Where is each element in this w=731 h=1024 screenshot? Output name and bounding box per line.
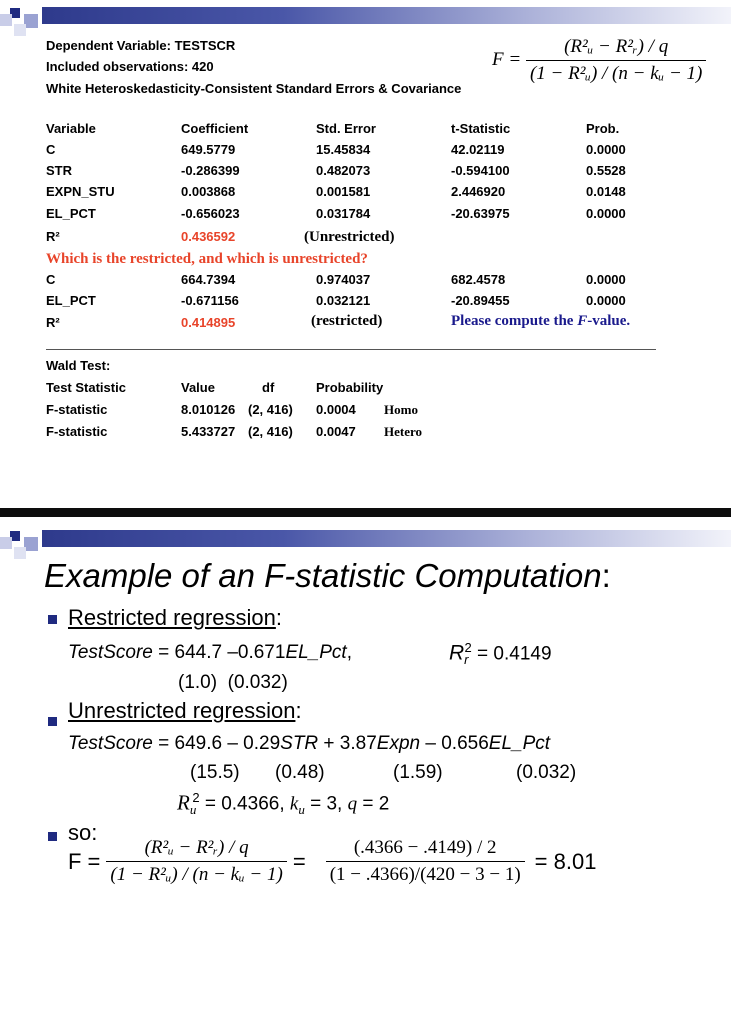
- slide-title: [44, 557, 611, 595]
- r2-symbol: R: [177, 790, 190, 815]
- eq-part: + 3.87: [318, 733, 377, 754]
- cell-coefficient: -0.671156: [181, 293, 239, 308]
- formula-denominator: (1 − R²ᵤ) / (n − kᵤ − 1): [526, 60, 706, 85]
- r2-sub: r: [464, 652, 469, 668]
- so-label: so:: [68, 820, 98, 845]
- compute-prompt: [451, 313, 630, 330]
- cell-variable: EL_PCT: [46, 293, 96, 308]
- restricted-note: (restricted): [311, 313, 383, 329]
- r2-restricted-value: 0.414895: [181, 315, 236, 330]
- bullet-unrestricted: [48, 717, 57, 726]
- wald-prob: 0.0047: [316, 424, 356, 439]
- compute-prompt-pre: Please compute the: [451, 313, 578, 329]
- eq-expn: Expn: [376, 733, 421, 754]
- cell-std-error: 0.974037: [316, 272, 371, 287]
- r2-sup: 2: [464, 640, 472, 655]
- eq-part: = 644.7 –0.671: [152, 642, 286, 663]
- cell-coefficient: -0.286399: [181, 163, 240, 178]
- wald-col-value: Value: [181, 380, 215, 395]
- equals-sign: =: [292, 848, 306, 874]
- eq-el-pct: EL_Pct: [488, 733, 551, 754]
- r2-label: R²: [46, 315, 60, 330]
- numeric-denominator: (1 − .4366)/(420 − 3 − 1): [326, 861, 525, 886]
- r2-sup: 2: [192, 790, 200, 805]
- bullet-restricted: [48, 615, 57, 624]
- divider: [46, 349, 656, 350]
- corner-square-light2: [14, 24, 26, 36]
- corner-square-light: [0, 537, 12, 549]
- cell-std-error: 15.45834: [316, 142, 371, 157]
- cell-prob: 0.0000: [586, 206, 626, 221]
- slide-2: [0, 517, 731, 1024]
- wald-df: (2, 416): [248, 402, 293, 417]
- wald-value: 8.010126: [181, 402, 236, 417]
- wald-note: Homo: [384, 402, 418, 417]
- slide-title-colon: :: [601, 557, 611, 594]
- wald-col-test-statistic: Test Statistic: [46, 380, 126, 395]
- col-header-variable: Variable: [46, 121, 96, 136]
- corner-square-mid: [24, 537, 38, 551]
- cell-std-error: 0.482073: [316, 163, 371, 178]
- numeric-numerator: (.4366 − .4149) / 2: [353, 837, 497, 858]
- cell-coefficient: 664.7394: [181, 272, 236, 287]
- se-1: (15.5): [190, 762, 240, 783]
- cell-t-statistic: 682.4578: [451, 272, 506, 287]
- cell-variable: C: [46, 142, 56, 157]
- unrestricted-heading: [68, 698, 302, 724]
- restricted-std-errors: (1.0) (0.032): [178, 672, 288, 693]
- col-header-std-error: Std. Error: [316, 121, 376, 136]
- cell-std-error: 0.032121: [316, 293, 371, 308]
- r2-value: = 0.4366,: [199, 793, 290, 815]
- eq-testscore: TestScore: [68, 733, 153, 754]
- cell-variable: EXPN_STU: [46, 184, 115, 199]
- numeric-fraction: [326, 837, 525, 886]
- cell-t-statistic: -0.594100: [451, 163, 510, 178]
- eq-str: STR: [280, 733, 319, 754]
- f-formula: [492, 36, 706, 85]
- cell-t-statistic: 2.446920: [451, 184, 506, 199]
- col-header-t-statistic: t-Statistic: [451, 121, 511, 136]
- compute-prompt-post: -value.: [587, 313, 631, 329]
- general-denominator: (1 − R²ᵤ) / (n − kᵤ − 1): [106, 861, 286, 886]
- restricted-question: Which is the restricted, and which is unrestricted?: [46, 251, 368, 267]
- formula-fraction: [526, 36, 706, 85]
- header-gradient-bar: [42, 7, 731, 24]
- cell-coefficient: 649.5779: [181, 142, 236, 157]
- q-value: = 2: [357, 793, 390, 815]
- slide-1: [0, 0, 731, 508]
- col-header-prob: Prob.: [586, 121, 620, 136]
- wald-title: Wald Test:: [46, 358, 111, 373]
- slide-title-text: Example of an F-statistic Computation: [44, 557, 602, 594]
- unrestricted-note: (Unrestricted): [304, 229, 395, 245]
- white-se-note: White Heteroskedasticity-Consistent Standard Errors & Covariance: [46, 81, 462, 96]
- cell-prob: 0.5528: [586, 163, 626, 178]
- cell-std-error: 0.031784: [316, 206, 371, 221]
- restricted-colon: :: [275, 605, 282, 630]
- included-observations: Included observations: 420: [46, 59, 214, 74]
- f-result: = 8.01: [534, 848, 597, 874]
- general-fraction: [106, 837, 286, 886]
- formula-numerator: (R²ᵤ − R²ᵣ) / q: [564, 36, 669, 57]
- q-symbol: q: [347, 793, 358, 815]
- eq-part: – 0.656: [420, 733, 489, 754]
- cell-variable: STR: [46, 163, 72, 178]
- restricted-r2: [449, 640, 552, 667]
- compute-prompt-f: F: [577, 313, 588, 329]
- slide-separator: [0, 508, 731, 517]
- cell-prob: 0.0000: [586, 142, 626, 157]
- dependent-variable: Dependent Variable: TESTSCR: [46, 38, 236, 53]
- formula-lhs: F =: [492, 48, 522, 70]
- r2-unrestricted-value: 0.436592: [181, 229, 236, 244]
- header-gradient-bar: [42, 530, 731, 547]
- eq-testscore: TestScore: [68, 642, 153, 663]
- r2-label: R²: [46, 229, 60, 244]
- se-2: (0.48): [275, 762, 325, 783]
- wald-col-df: df: [262, 380, 275, 395]
- wald-stat: F-statistic: [46, 402, 108, 417]
- cell-prob: 0.0000: [586, 272, 626, 287]
- cell-coefficient: 0.003868: [181, 184, 236, 199]
- unrestricted-equation: [68, 733, 550, 755]
- corner-square-mid: [24, 14, 38, 28]
- cell-t-statistic: -20.89455: [451, 293, 510, 308]
- r2-sub: u: [189, 802, 197, 818]
- cell-prob: 0.0000: [586, 293, 626, 308]
- wald-value: 5.433727: [181, 424, 236, 439]
- cell-coefficient: -0.656023: [181, 206, 240, 221]
- unrestricted-colon: :: [295, 698, 302, 723]
- general-numerator: (R²ᵤ − R²ᵣ) / q: [144, 837, 249, 858]
- wald-df: (2, 416): [248, 424, 293, 439]
- col-header-coefficient: Coefficient: [181, 121, 249, 136]
- cell-variable: EL_PCT: [46, 206, 96, 221]
- corner-square-light: [0, 14, 12, 26]
- wald-prob: 0.0004: [316, 402, 356, 417]
- f-computation: [68, 837, 596, 886]
- se-3: (1.59): [393, 762, 443, 783]
- eq-part: = 649.6 – 0.29: [152, 733, 281, 754]
- se-4: (0.032): [516, 762, 577, 783]
- eq-comma: ,: [346, 642, 352, 663]
- cell-t-statistic: 42.02119: [451, 142, 505, 157]
- unrestricted-label: Unrestricted regression: [68, 698, 296, 723]
- r2-value: = 0.4149: [471, 643, 552, 665]
- wald-stat: F-statistic: [46, 424, 108, 439]
- r2-symbol: R: [449, 641, 465, 665]
- restricted-equation: [68, 642, 352, 664]
- cell-variable: C: [46, 272, 56, 287]
- wald-note: Hetero: [384, 424, 423, 439]
- wald-col-probability: Probability: [316, 380, 384, 395]
- cell-std-error: 0.001581: [316, 184, 371, 199]
- k-value: = 3,: [304, 793, 348, 815]
- cell-t-statistic: -20.63975: [451, 206, 510, 221]
- k-symbol: k: [289, 793, 299, 815]
- restricted-label: Restricted regression: [68, 605, 276, 630]
- bullet-so: [48, 832, 57, 841]
- eq-el-pct: EL_Pct: [285, 642, 347, 663]
- f-lhs: F =: [68, 848, 101, 874]
- unrestricted-r2-line: [177, 790, 389, 818]
- k-sub: u: [298, 802, 305, 818]
- corner-square-light2: [14, 547, 26, 559]
- cell-prob: 0.0148: [586, 184, 626, 199]
- restricted-heading: [68, 605, 282, 631]
